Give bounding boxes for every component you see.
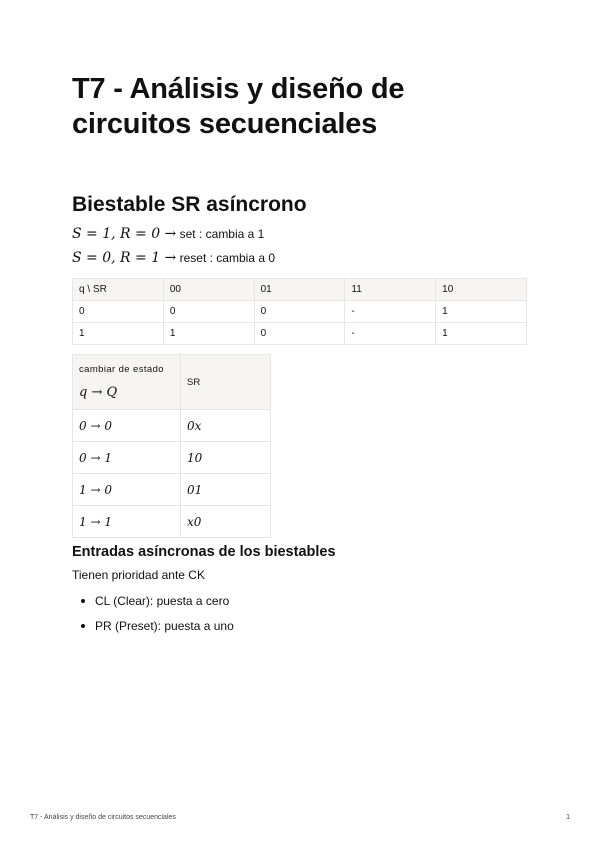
table-row (73, 474, 271, 506)
header-label: cambiar de estado (79, 364, 164, 375)
table-row (73, 442, 271, 474)
table-row (73, 301, 527, 323)
list-item: CL (Clear): puesta a cero (72, 593, 234, 618)
table-header-cell (73, 355, 181, 410)
table-cell: 1 (73, 323, 164, 345)
table-header-cell: 11 (345, 279, 436, 301)
table-cell: 0x (181, 410, 271, 442)
table-cell: 0 → 1 (73, 442, 181, 474)
table-cell: 1 (436, 301, 527, 323)
paragraph: Tienen prioridad ante CK (72, 568, 205, 582)
table-cell: 0 (254, 323, 345, 345)
table-row (73, 410, 271, 442)
subsection-heading: Entradas asíncronas de los biestables (72, 544, 336, 560)
table-cell: 10 (181, 442, 271, 474)
page-footer (30, 812, 570, 824)
table-header-row (73, 355, 271, 410)
table-cell: 0 (163, 301, 254, 323)
math-text: set : cambia a 1 (176, 227, 265, 241)
list-item: PR (Preset): puesta a uno (72, 618, 234, 643)
page-title: T7 - Análisis y diseño de circuitos secuenciales (72, 73, 405, 140)
table-header-cell: q \ SR (73, 279, 164, 301)
transition-table (72, 354, 271, 538)
header-math: q → Q (79, 385, 118, 400)
table-header-cell: 10 (436, 279, 527, 301)
table-cell: 1 → 1 (73, 506, 181, 538)
math-line-set (72, 226, 264, 242)
table-header-cell: 01 (254, 279, 345, 301)
table-row (73, 506, 271, 538)
table-cell: - (345, 323, 436, 345)
table-cell: x0 (181, 506, 271, 538)
table-header-cell: 00 (163, 279, 254, 301)
page-number: 1 (566, 814, 570, 821)
table-cell: 0 (254, 301, 345, 323)
math-line-reset (72, 250, 275, 266)
table-cell: 0 → 0 (73, 410, 181, 442)
table-header-cell: SR (181, 355, 271, 410)
truth-table (72, 278, 527, 345)
table-cell: 01 (181, 474, 271, 506)
table-header-row (73, 279, 527, 301)
math-text: reset : cambia a 0 (176, 251, 276, 265)
bullet-list (72, 593, 234, 643)
table-cell: 1 (163, 323, 254, 345)
section-heading: Biestable SR asíncrono (72, 193, 307, 216)
table-row (73, 323, 527, 345)
table-cell: 0 (73, 301, 164, 323)
math-expression: S = 0, R = 1 → (72, 250, 177, 266)
table-cell: 1 (436, 323, 527, 345)
math-expression: S = 1, R = 0 → (72, 226, 177, 242)
table-cell: - (345, 301, 436, 323)
footer-title: T7 - Análisis y diseño de circuitos secuenciales (30, 814, 176, 821)
table-cell: 1 → 0 (73, 474, 181, 506)
